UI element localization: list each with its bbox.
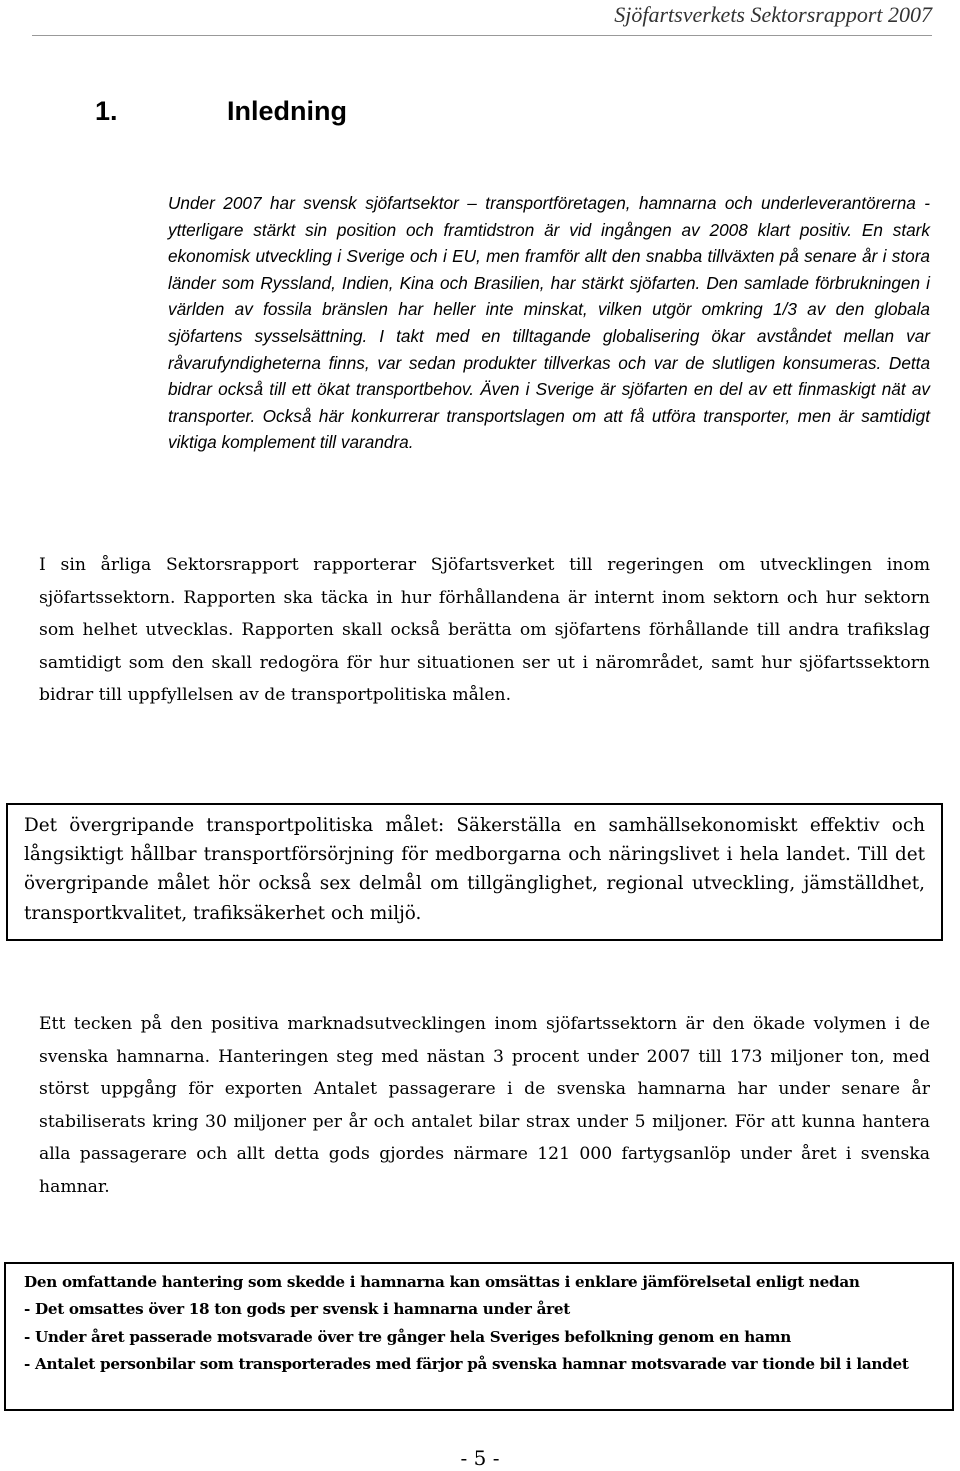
chapter-number: 1. — [95, 96, 118, 126]
page-number: - 5 - — [460, 1446, 500, 1470]
market-paragraph: Ett tecken på den positiva marknadsutvecklingen inom sjöfartssektorn är den ökade volymen i de svenska hamnarna. Hanteringen steg med nästan 3 procent under 2007 till 173 miljoner ton, med störst uppgång för exporten Antalet passagerare i de svenska hamnarna har under senare år stabiliserats kring 30 miljoner per år och antalet bilar strax under 5 miljoner. För att kunna hantera alla passagerare och allt detta gods gjordes närmare 121 000 fartygsanlöp under året i svenska hamnar. — [39, 1014, 930, 1197]
comparison-item: - Antalet personbilar som transporterades med färjor på svenska hamnar motsvarade var tionde bil i landet — [24, 1355, 909, 1374]
goal-callout-text: Det övergripande transportpolitiska målet: Säkerställa en samhällsekonomiskt effektiv och långsiktigt hållbar transportförsörjning för medborgarna och näringslivet i hela landet. Till det övergripande målet hör också sex delmål om tillgänglighet, regional utveckling, jämställdhet, transportkvalitet, trafiksäkerhet och miljö. — [24, 815, 925, 924]
intro-paragraph: Under 2007 har svensk sjöfartsektor – transportföretagen, hamnarna och underleverantörerna - ytterligare stärkt sin position och framtidstron är vid ingången av 2008 klart positiv. En stark ekonomisk utveckling i Sverige och i EU, men framför allt den snabba tillväxten på senare år i stora länder som Ryssland, Indien, Kina och Brasilien, har stärkt sjöfarten. Den samlade förbrukningen i världen av fossila bränslen har heller inte minskat, vilken utgör omkring 1/3 av den globala sjöfartens sysselsättning. I takt med en tilltagande globalisering ökar avståndet mellan var råvarufyndigheterna finns, var sedan produkter tillverkas och var de slutligen konsumeras. Detta bidrar också till ett ökat transportbehov. Även i Sverige är sjöfarten en del av ett finmaskigt nät av transporter. Också här konkurrerar transportslagen om att få utföra transporter, men är samtidigt viktiga komplement till varandra. — [168, 193, 930, 453]
comparison-item: - Det omsattes över 18 ton gods per svensk i hamnarna under året — [24, 1300, 570, 1319]
goal-callout-box — [6, 803, 943, 941]
chapter-title: Inledning — [227, 96, 347, 126]
comparison-item: - Under året passerade motsvarade över tre gånger hela Sveriges befolkning genom en hamn — [24, 1327, 792, 1346]
header-divider — [32, 35, 932, 36]
comparison-lead: Den omfattande hantering som skedde i hamnarna kan omsättas i enklare jämförelsetal enligt nedan — [24, 1273, 860, 1291]
report-paragraph: I sin årliga Sektorsrapport rapporterar Sjöfartsverket till regeringen om utvecklingen inom sjöfartssektorn. Rapporten ska täcka in hur förhållandena är internt inom sektorn och hur sektorn som helhet utvecklas. Rapporten skall också berätta om sjöfartens förhållande till andra trafikslag samtidigt som den skall redogöra för hur situationen ser ut i närområdet, samt hur sjöfartssektorn bidrar till uppfyllelsen av de transportpolitiska målen. — [39, 555, 930, 706]
chapter-heading — [95, 96, 347, 127]
running-header-title: Sjöfartsverkets Sektorsrapport 2007 — [614, 2, 932, 27]
comparison-callout-box — [4, 1262, 954, 1411]
